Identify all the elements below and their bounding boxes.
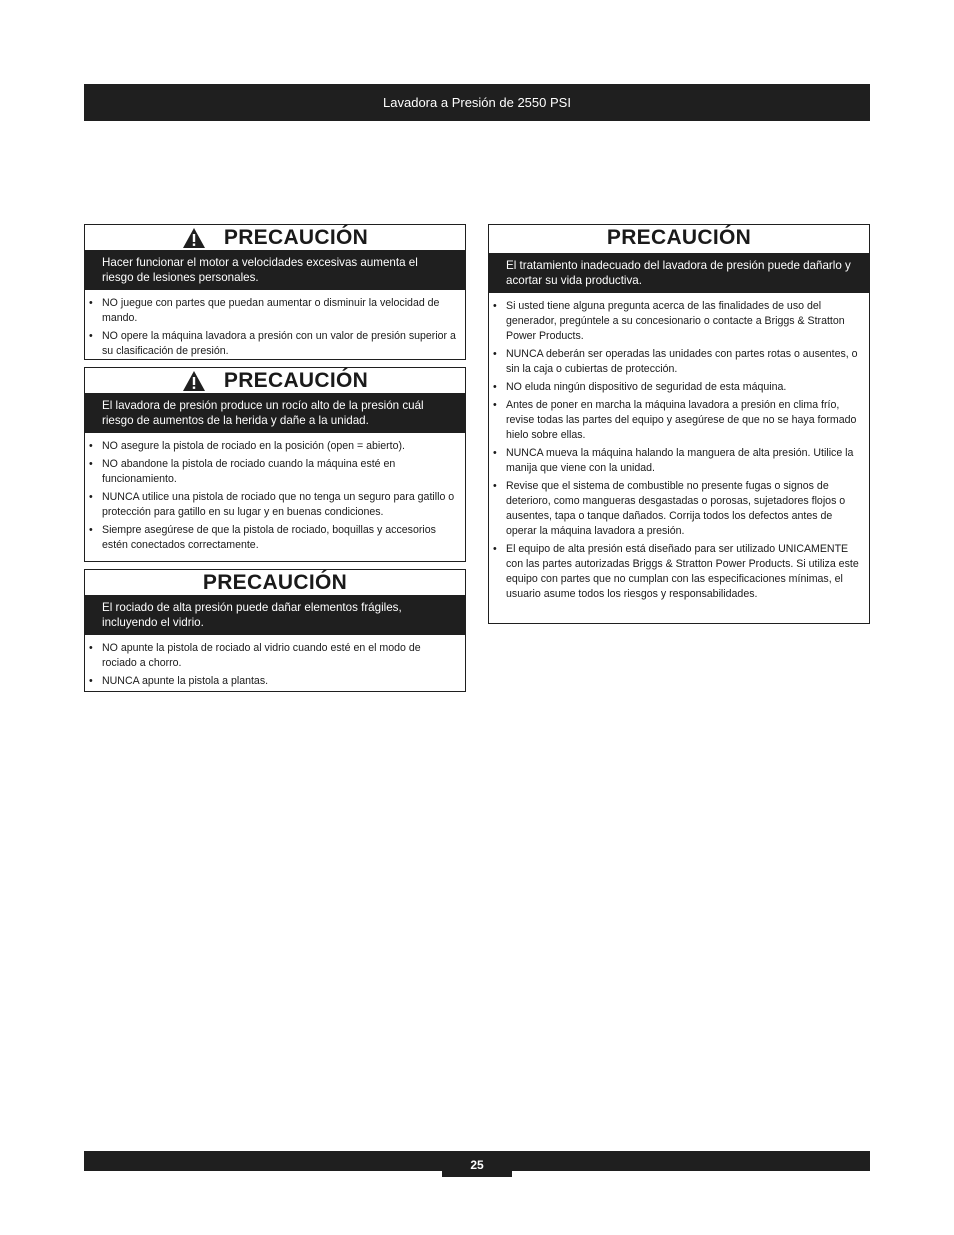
caution-box-spray — [84, 367, 466, 562]
document-title: Lavadora a Presión de 2550 PSI — [383, 95, 571, 110]
caution-box-treatment — [488, 224, 870, 624]
caution-list — [85, 433, 465, 560]
caution-band: El tratamiento inadecuado del lavadora de presión puede dañarlo y acortar su vida productiva. — [489, 253, 869, 293]
caution-band: Hacer funcionar el motor a velocidades excesivas aumenta el riesgo de lesiones personales. — [85, 250, 465, 290]
caution-title — [85, 571, 465, 595]
list-item: • NO apunte la pistola de rociado al vidrio cuando esté en el modo de rociado a chorro. — [102, 641, 457, 671]
footer-bar-right — [512, 1151, 870, 1171]
list-item: • NUNCA mueva la máquina halando la manguera de alta presión. Utilice la manija que viene con la unidad. — [506, 446, 861, 476]
list-item: • NUNCA apunte la pistola a plantas. — [102, 674, 457, 689]
caution-list — [85, 635, 465, 696]
caution-box-speed — [84, 224, 466, 360]
list-item: • NO asegure la pistola de rociado en la posición (open = abierto). — [102, 439, 457, 454]
warning-triangle-icon — [182, 370, 206, 392]
caution-list — [489, 293, 869, 609]
caution-band: El lavadora de presión produce un rocío alto de la presión cuál riesgo de aumentos de la herida y dañe a la unidad. — [85, 393, 465, 433]
list-item: • NO eluda ningún dispositivo de seguridad de esta máquina. — [506, 380, 861, 395]
caution-band: El rociado de alta presión puede dañar elementos frágiles, incluyendo el vidrio. — [85, 595, 465, 635]
caution-box-fragile — [84, 569, 466, 692]
list-item: • Si usted tiene alguna pregunta acerca de las finalidades de uso del generador, pregúntele a su concesionario o contacte a Briggs & Stratton Power Products. — [506, 299, 861, 344]
header-bar — [84, 84, 870, 121]
list-item: • Antes de poner en marcha la máquina lavadora a presión en clima frío, revise todas las partes del equipo y asegúrese de que no se haya formado hielo sobre ellas. — [506, 398, 861, 443]
list-item: • NO abandone la pistola de rociado cuando la máquina esté en funcionamiento. — [102, 457, 457, 487]
caution-title — [85, 369, 465, 393]
list-item: • NO juegue con partes que puedan aumentar o disminuir la velocidad de mando. — [102, 296, 457, 326]
caution-title-text: PRECAUCIÓN — [606, 226, 752, 249]
caution-list — [85, 290, 465, 366]
list-item: • NUNCA deberán ser operadas las unidades con partes rotas o ausentes, o sin la caja o cubiertas de protección. — [506, 347, 861, 377]
list-item: • NUNCA utilice una pistola de rociado que no tenga un seguro para gatillo o protección para gatillo en su lugar y en buenas condiciones. — [102, 490, 457, 520]
list-item: • NO opere la máquina lavadora a presión con un valor de presión superior a su clasificación de presión. — [102, 329, 457, 359]
caution-title — [489, 226, 869, 250]
page-number — [442, 1151, 512, 1177]
list-item: • Siempre asegúrese de que la pistola de rociado, boquillas y accesorios estén conectados correctamente. — [102, 523, 457, 553]
footer-bar-left — [84, 1151, 442, 1171]
page-number-text: 25 — [470, 1158, 484, 1172]
caution-title-text: PRECAUCIÓN — [202, 571, 348, 594]
caution-title-text: PRECAUCIÓN — [223, 369, 369, 392]
list-item: • Revise que el sistema de combustible no presente fugas o signos de deterioro, como mangueras desgastadas o porosas, sujetadores flojos o ausentes, tapa o tanque dañados. Corrija todos los defectos antes de operar la máquina lavadora a presión. — [506, 479, 861, 539]
caution-title — [85, 226, 465, 250]
caution-title-text: PRECAUCIÓN — [223, 226, 369, 249]
list-item: • El equipo de alta presión está diseñado para ser utilizado UNICAMENTE con las partes autorizadas Briggs & Stratton Power Products. Si utiliza este equipo con partes que no cumplan con las especificaciones mínimas, el usuario asume todos los riesgos y responsabilidades. — [506, 542, 861, 602]
warning-triangle-icon — [182, 227, 206, 249]
